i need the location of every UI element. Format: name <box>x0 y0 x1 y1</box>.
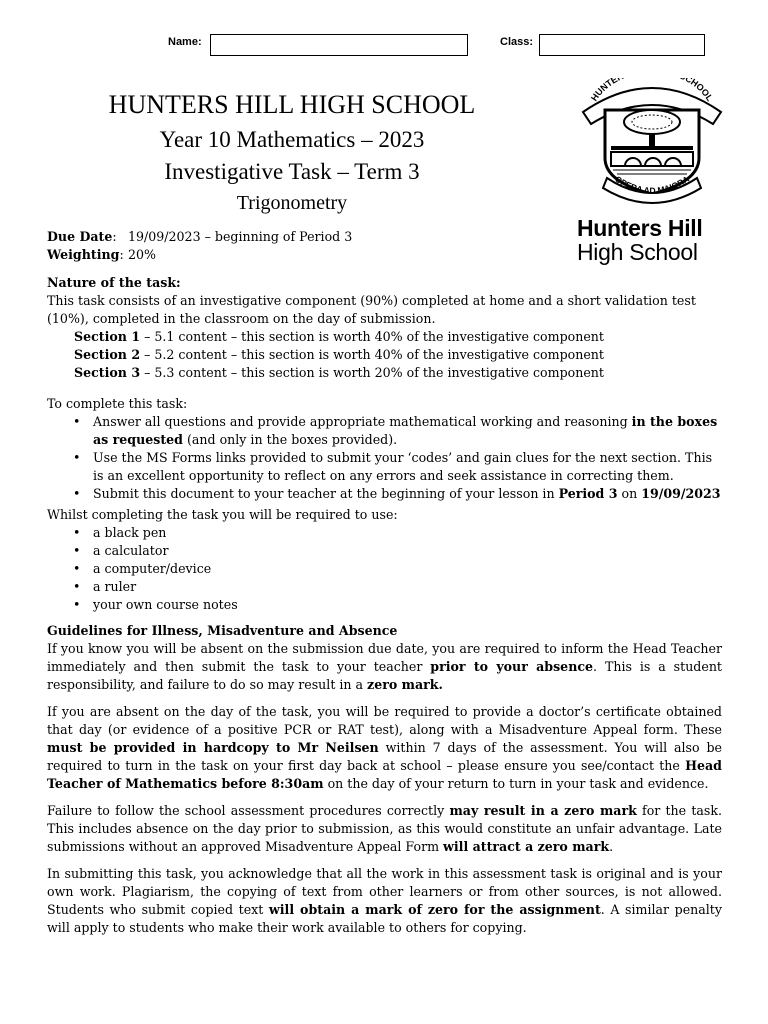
topic-title: Trigonometry <box>236 192 348 214</box>
due-date-label: Due Date <box>47 229 113 244</box>
guidelines-paragraph <box>47 640 722 694</box>
list-item: • your own course notes <box>47 596 722 614</box>
section-label: Section 1 <box>74 329 141 344</box>
section-list <box>47 328 722 382</box>
class-field[interactable] <box>539 34 705 56</box>
text-span: In submitting this task, you acknowledge that all the work in this assessment task is original and is your own work. Plagiarism, the copying of text from other learners or from other sources, is not allowed. Students who submit copied text <box>47 866 722 917</box>
text-span: Failure to follow the school assessment procedures correctly <box>47 803 450 818</box>
section-row <box>74 364 722 382</box>
text-span: on <box>617 486 642 501</box>
section-text: – 5.1 content – this section is worth 40% of the investigative component <box>140 329 604 344</box>
text-span: . A similar penalty will apply to students who make their work available to others for copying. <box>47 902 722 935</box>
use-intro: Whilst completing the task you will be required to use: <box>47 507 398 522</box>
name-field[interactable] <box>210 34 468 56</box>
school-logo <box>577 78 727 268</box>
logo-name-line2: High School <box>577 239 698 265</box>
section-row <box>74 328 722 346</box>
complete-list <box>47 413 722 503</box>
section-text: – 5.2 content – this section is worth 40% of the investigative component <box>140 347 604 362</box>
section-row <box>74 346 722 364</box>
emphasis-span: Head Teacher of Mathematics before 8:30am <box>47 758 722 791</box>
task-body <box>47 274 722 937</box>
task-title: Investigative Task – Term 3 <box>164 159 420 184</box>
list-item: • a calculator <box>47 542 722 560</box>
list-item: • a computer/device <box>47 560 722 578</box>
use-list <box>47 524 722 614</box>
text-span: . This is a student responsibility, and failure to do so may result in a <box>47 659 722 692</box>
class-label: Class: <box>500 36 534 48</box>
guidelines-paragraph <box>47 703 722 793</box>
list-item: • a ruler <box>47 578 722 596</box>
text-span: within 7 days of the assessment. You will also be required to turn in the task on your first day back at school – please ensure you see/contact the <box>47 740 722 773</box>
nature-text: This task consists of an investigative component (90%) completed at home and a short validation test (10%), completed in the classroom on the day of submission. <box>47 293 696 326</box>
section-label: Section 3 <box>74 365 141 380</box>
emphasis-span: 19/09/2023 <box>641 486 721 501</box>
weighting-row <box>47 246 124 264</box>
text-span: Answer all questions and provide appropriate mathematical working and reasoning <box>93 414 632 429</box>
due-date-colon: : <box>112 229 117 244</box>
logo-name-line1: Hunters Hill <box>577 215 703 241</box>
crest-top-text: HUNTE CHOOL <box>589 78 715 103</box>
list-item <box>47 413 722 449</box>
course-title: Year 10 Mathematics – 2023 <box>159 127 425 152</box>
school-title: HUNTERS HILL HIGH SCHOOL <box>108 90 476 119</box>
text-span: Submit this document to your teacher at the beginning of your lesson in <box>93 486 559 501</box>
section-label: Section 2 <box>74 347 141 362</box>
emphasis-span: must be provided in hardcopy to Mr Neilsen <box>47 740 379 755</box>
crest-icon <box>577 78 727 208</box>
text-span: (and only in the boxes provided). <box>182 432 398 447</box>
complete-intro: To complete this task: <box>47 396 188 411</box>
weighting-colon: : <box>119 247 124 262</box>
section-text: – 5.3 content – this section is worth 20% of the investigative component <box>140 365 604 380</box>
emphasis-span: Period 3 <box>558 486 618 501</box>
emphasis-span: may result in a zero mark <box>449 803 637 818</box>
emphasis-span: will attract a zero mark <box>443 839 610 854</box>
due-date-row <box>47 228 117 246</box>
due-date-value: 19/09/2023 – beginning of Period 3 <box>128 229 353 244</box>
nature-heading: Nature of the task: <box>47 275 181 290</box>
text-span: on the day of your return to turn in your task and evidence. <box>323 776 709 791</box>
text-span: If you are absent on the day of the task, you will be required to provide a doctor’s certificate obtained that day (or evidence of a positive PCR or RAT test), along with a Misadventure Appeal form. These <box>47 704 722 737</box>
crest-motto: OPERA AD MAIORA <box>613 173 691 196</box>
emphasis-span: zero mark. <box>367 677 443 692</box>
weighting-value: 20% <box>128 247 156 262</box>
text-span: for the task. This includes absence on the day prior to submission, as this would constitute an unfair advantage. Late submissions without an approved Misadventure Appeal Form <box>47 803 722 854</box>
list-item <box>47 485 722 503</box>
text-span: If you know you will be absent on the submission due date, you are required to inform the Head Teacher immediately and then submit the task to your teacher <box>47 641 722 674</box>
text-span: . <box>609 839 614 854</box>
guidelines-paragraph <box>47 802 722 856</box>
list-item: • a black pen <box>47 524 722 542</box>
weighting-label: Weighting <box>47 247 120 262</box>
name-label: Name: <box>168 36 202 48</box>
emphasis-span: will obtain a mark of zero for the assignment <box>268 902 601 917</box>
emphasis-span: in the boxes as requested <box>93 414 718 447</box>
list-item: • Use the MS Forms links provided to submit your ‘codes’ and gain clues for the next section. This is an excellent opportunity to reflect on any errors and seek assistance in correcting them. <box>47 449 722 485</box>
emphasis-span: prior to your absence <box>430 659 594 674</box>
guidelines-paragraph <box>47 865 722 937</box>
guidelines-heading: Guidelines for Illness, Misadventure and Absence <box>47 623 398 638</box>
